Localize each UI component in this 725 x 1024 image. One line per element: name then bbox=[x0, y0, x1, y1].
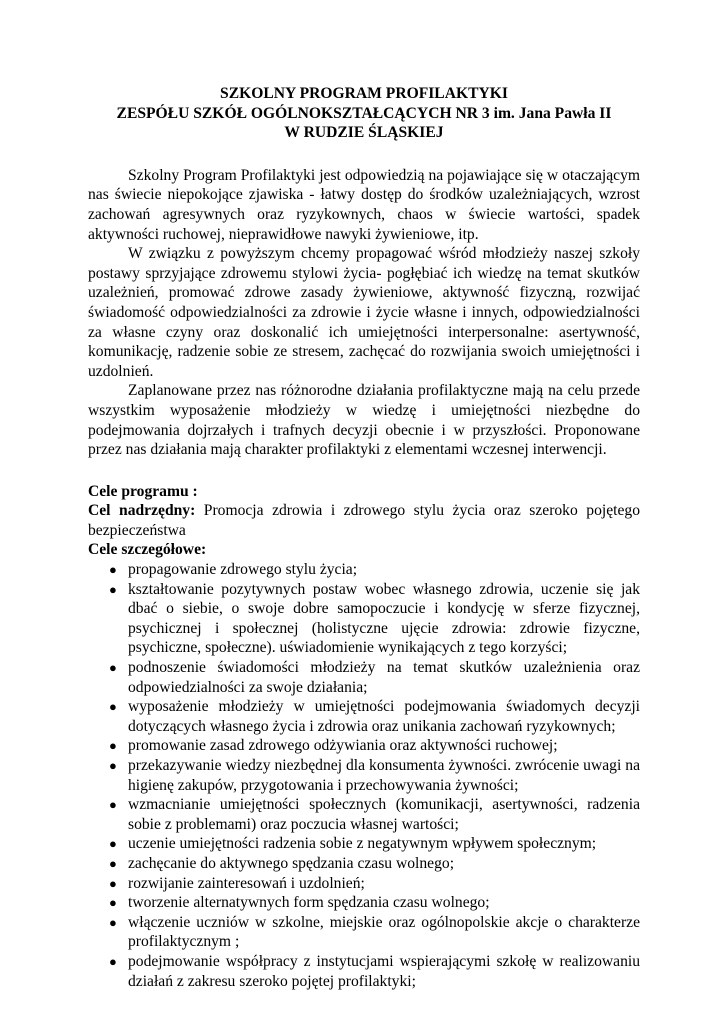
goal-text: propagowanie zdrowego stylu życia; bbox=[128, 561, 358, 579]
bullet-icon: ● bbox=[109, 855, 117, 871]
bullet-icon: ● bbox=[109, 895, 117, 911]
goal-list-item bbox=[88, 913, 640, 952]
bullet-icon: ● bbox=[109, 797, 117, 813]
goal-list-item bbox=[88, 834, 640, 854]
bullet-icon: ● bbox=[109, 875, 117, 891]
goal-list-item bbox=[88, 560, 640, 580]
bullet-icon: ● bbox=[109, 953, 117, 969]
goal-list-item bbox=[88, 697, 640, 736]
goal-text: przekazywanie wiedzy niezbędnej dla konsumenta żywności. zwrócenie uwagi na higienę zakupów, przygotowania i przechowywania żywności; bbox=[128, 757, 640, 794]
goal-list-item bbox=[88, 658, 640, 697]
goal-list-item bbox=[88, 893, 640, 913]
bullet-icon: ● bbox=[109, 581, 117, 597]
goal-text: promowanie zasad zdrowego odżywiania oraz aktywności ruchowej; bbox=[128, 737, 558, 755]
document-page bbox=[88, 84, 640, 991]
document-title bbox=[88, 84, 640, 143]
goal-list-item bbox=[88, 854, 640, 874]
title-line-1: SZKOLNY PROGRAM PROFILAKTYKI bbox=[220, 85, 508, 102]
goal-text: rozwijanie zainteresowań i uzdolnień; bbox=[128, 874, 365, 892]
bullet-icon: ● bbox=[109, 914, 117, 930]
goal-list-item bbox=[88, 952, 640, 991]
main-goal-label: Cel nadrzędny: bbox=[88, 502, 196, 520]
goal-text: włączenie uczniów w szkolne, miejskie oraz ogólnopolskie akcje o charakterze profilaktycznym ; bbox=[128, 913, 640, 951]
detailed-goals-label: Cele szczegółowe: bbox=[88, 541, 207, 559]
bullet-icon: ● bbox=[109, 738, 117, 754]
goal-text: uczenie umiejętności radzenia sobie z negatywnym wpływem społecznym; bbox=[128, 835, 597, 853]
goal-text: wzmacnianie umiejętności społecznych (komunikacji, asertywności, radzenia sobie z problemami) oraz poczucia własnej wartości; bbox=[128, 796, 640, 833]
bullet-icon: ● bbox=[109, 758, 117, 773]
title-line-3: W RUDZIE ŚLĄSKIEJ bbox=[284, 124, 444, 142]
program-heading: Cele programu : bbox=[88, 482, 198, 500]
bullet-icon: ● bbox=[109, 660, 117, 676]
goal-list-item bbox=[88, 874, 640, 894]
goal-text: podejmowanie współpracy z instytucjami wspierającymi szkołę w realizowaniu działań z zakresu szeroko pojętej profilaktyki; bbox=[128, 952, 640, 990]
goal-text: wyposażenie młodzieży w umiejętności podejmowania świadomych decyzji dotyczących własnego życia i zdrowia oraz unikania zachowań ryzykownych; bbox=[128, 698, 640, 735]
bullet-icon: ● bbox=[109, 836, 117, 852]
goal-list-item bbox=[88, 580, 640, 658]
detailed-goals-list bbox=[88, 560, 640, 991]
intro-paragraph-2: W związku z powyższym chcemy propagować wśród młodzieży naszej szkoły postawy sprzyjające zdrowemu stylowi życia- pogłębiać ich wiedzę na temat skutków uzależnień, promować zdrowe zasady żywieniowe, aktywność fizyczną, rozwijać świadomość odpowiedzialności za zdrowie i życie własne i innych, odpowiedzialności za własne czyny oraz doskonalić ich umiejętności interpersonalne: asertywność, komunikację, radzenie sobie ze stresem, zachęcać do rozwijania swoich umiejętności i uzdolnień. bbox=[88, 245, 640, 380]
main-goal bbox=[88, 501, 640, 540]
bullet-icon: ● bbox=[109, 562, 117, 578]
goal-text: podnoszenie świadomości młodzieży na temat skutków uzależnienia oraz odpowiedzialności za swoje działania; bbox=[128, 659, 640, 696]
goal-text: kształtowanie pozytywnych postaw wobec własnego zdrowia, uczenie się jak dbać o siebie, o swoje dobre samopoczucie i kondycję w sferze fizycznej, psychicznej i społecznej (holistyczne ujęcie zdrowia: zdrowie fizyczne, psychiczne, społeczne). uświadomienie wynikających z tego korzyści; bbox=[128, 580, 640, 657]
goal-list-item bbox=[88, 795, 640, 834]
main-goal-text: Promocja zdrowia i zdrowego stylu życia oraz szeroko pojętego bezpieczeństwa bbox=[88, 502, 640, 539]
goal-text: zachęcanie do aktywnego spędzania czasu wolnego; bbox=[128, 854, 455, 872]
intro-paragraph-1: Szkolny Program Profilaktyki jest odpowiedzią na pojawiające się w otaczającym nas świecie niepokojące zjawiska - łatwy dostęp do środków uzależniających, wzrost zachowań agresywnych oraz ryzykownych, chaos w świecie wartości, spadek aktywności ruchowej, nieprawidłowe nawyki żywieniowe, itp. bbox=[88, 166, 640, 243]
title-line-2: ZESPÓŁU SZKÓŁ OGÓLNOKSZTAŁCĄCYCH NR 3 im. Jana Pawła II bbox=[116, 104, 612, 122]
goal-text: tworzenie alternatywnych form spędzania czasu wolnego; bbox=[128, 894, 490, 912]
bullet-icon: ● bbox=[109, 699, 117, 715]
intro-paragraph-3: Zaplanowane przez nas różnorodne działania profilaktyczne mają na celu przede wszystkim wyposażenie młodzieży w wiedzę i umiejętności niezbędne do podejmowania dojrzałych i trafnych decyzji obecnie i w przyszłości. Proponowane przez nas działania mają charakter profilaktyki z elementami wczesnej interwencji. bbox=[88, 382, 640, 459]
goal-list-item bbox=[88, 736, 640, 756]
goal-list-item bbox=[88, 756, 640, 795]
